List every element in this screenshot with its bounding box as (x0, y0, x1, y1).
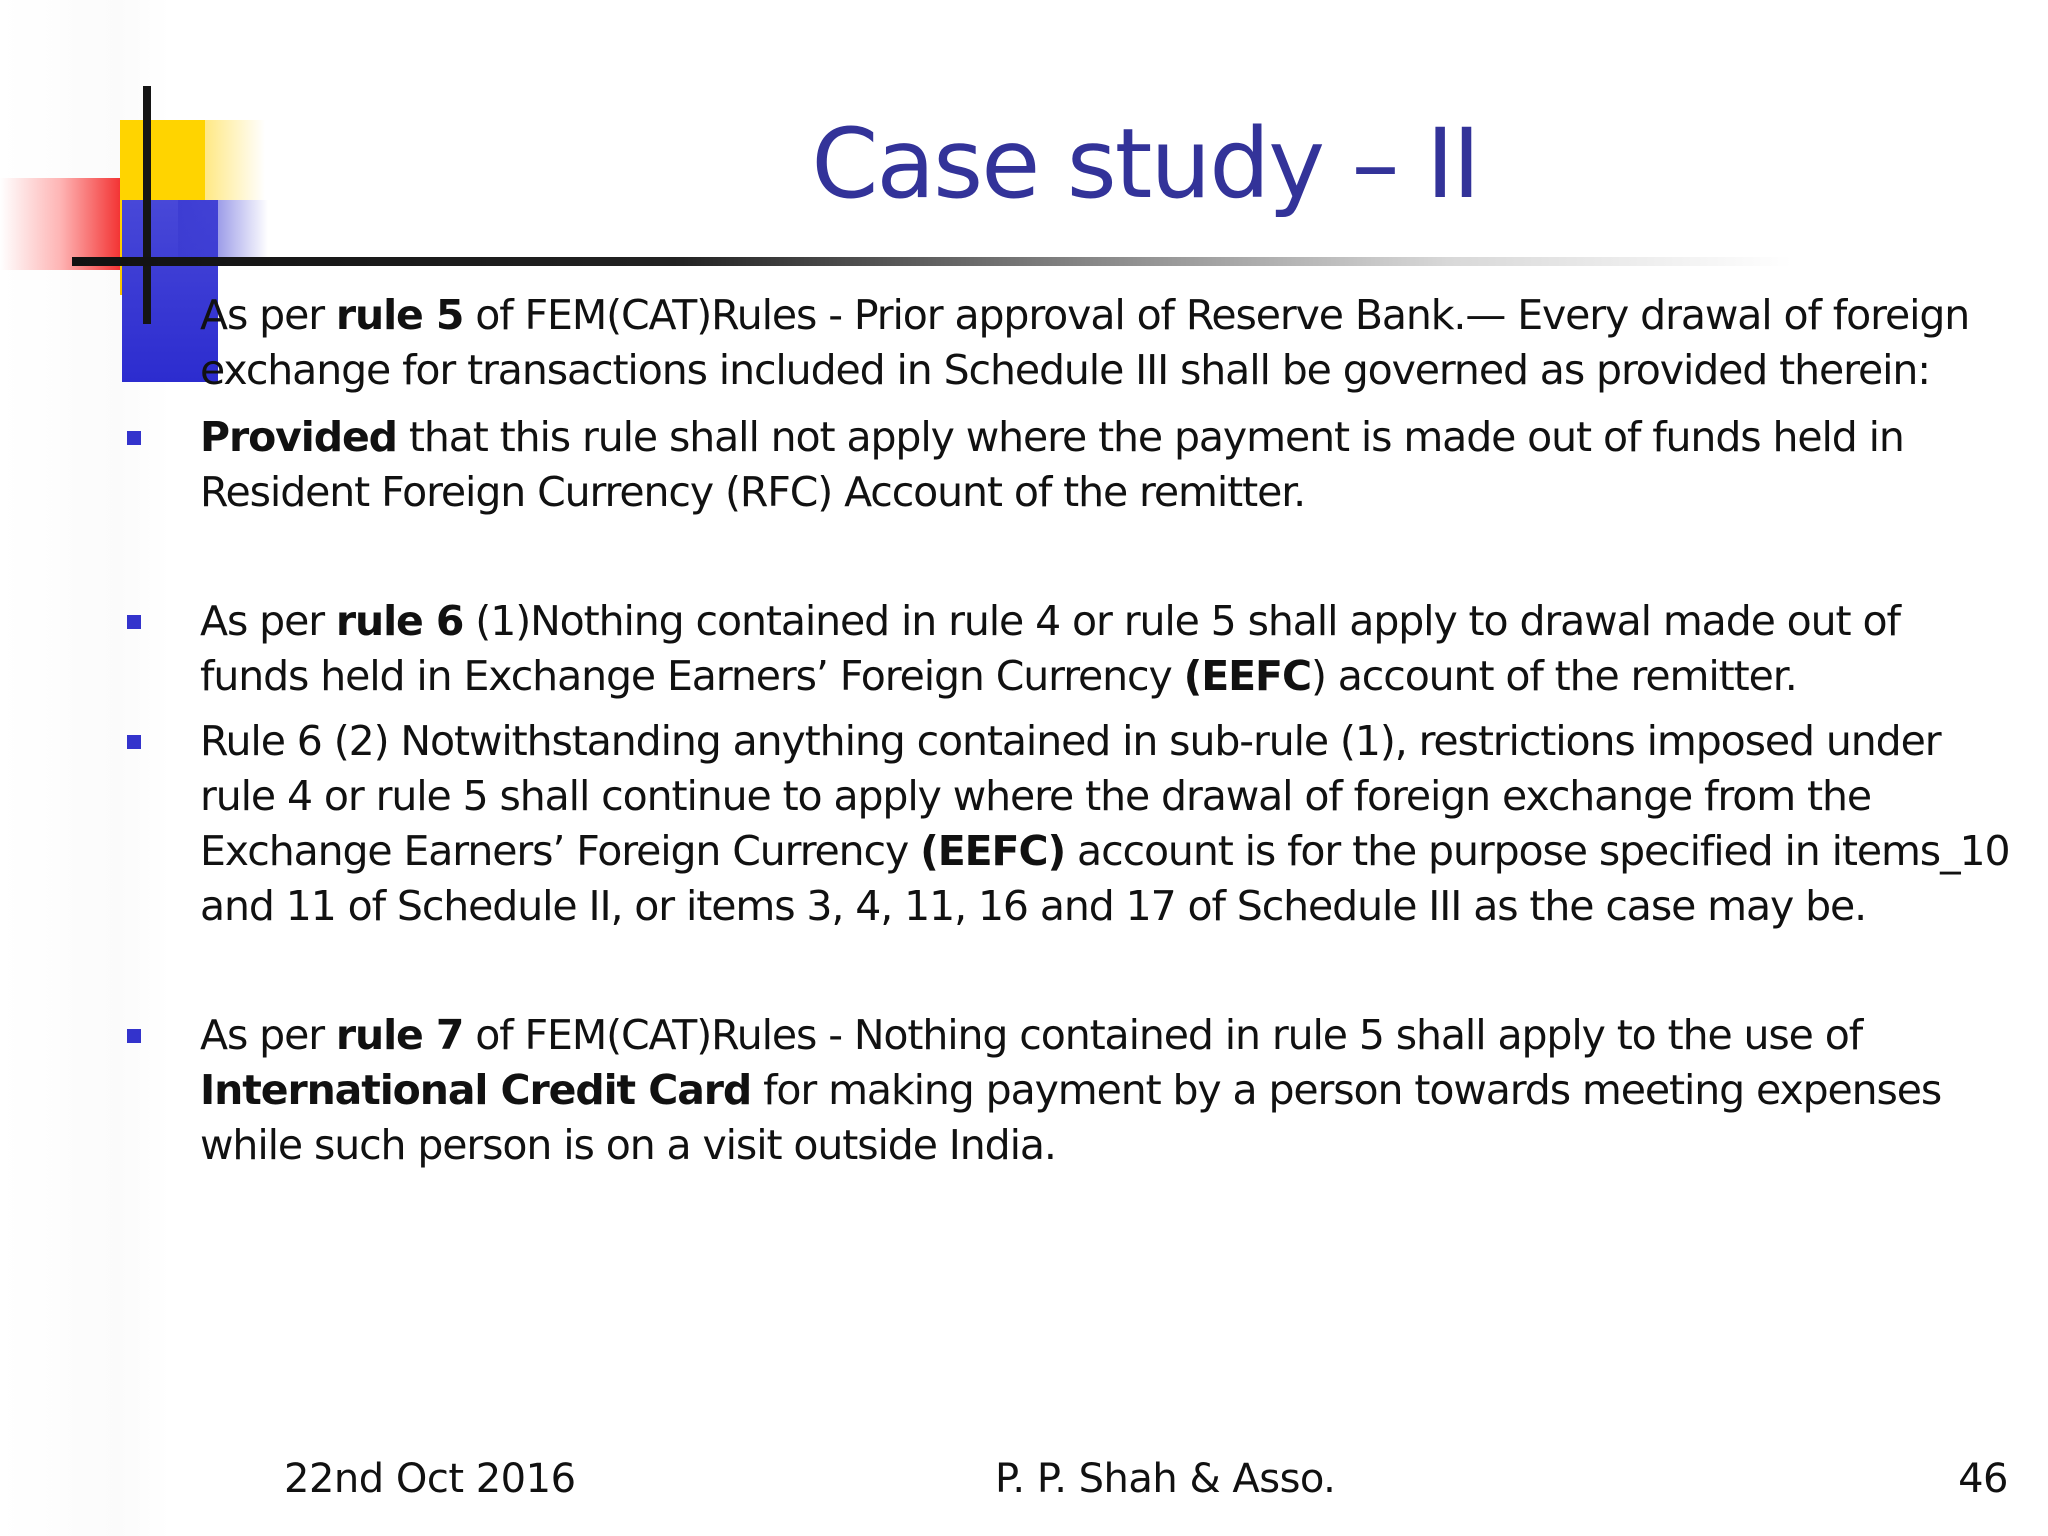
bullet-proviso (200, 410, 2010, 520)
slide-title: Case study – II (811, 108, 1479, 220)
bullet-text-bold-2: International Credit Card (200, 1066, 752, 1114)
bullet-square-icon (127, 735, 141, 749)
footer-date: 22nd Oct 2016 (284, 1456, 576, 1502)
logo-blue-fade (178, 200, 268, 260)
bullet-text-mid: (1)Nothing contained in rule 4 or rule 5 shall apply to drawal made out of funds held in Exchange Earners’ Foreign Currency (200, 597, 1900, 700)
footer-page-number: 46 (1958, 1456, 2008, 1502)
bullet-text-bold: (EEFC) (920, 827, 1066, 875)
bullet-text-bold: rule 5 (335, 291, 464, 339)
bullet-text-bold-2: (EEFC (1183, 652, 1311, 700)
bullet-text-mid: of FEM(CAT)Rules - Nothing contained in rule 5 shall apply to the use of (463, 1011, 1863, 1059)
bullet-text-pre: As per (200, 597, 336, 645)
logo-yellow-fade (205, 120, 265, 200)
bullet-text-post: of FEM(CAT)Rules - Prior approval of Reserve Bank.— Every drawal of foreign exchange for transactions included in Schedule III shall be governed as provided therein: (200, 291, 1970, 394)
logo-vertical-line (143, 86, 151, 324)
bullet-text-pre: As per (200, 1011, 336, 1059)
bullet-text-post: ) account of the remitter. (1310, 652, 1797, 700)
bullet-rule-7 (200, 1008, 2010, 1173)
bullet-text-post: that this rule shall not apply where the payment is made out of funds held in Resident Foreign Currency (RFC) Account of the remitter. (200, 413, 1904, 516)
bullet-text-bold: rule 7 (335, 1011, 464, 1059)
bullet-list (200, 288, 2010, 1173)
bullet-text-bold: rule 6 (335, 597, 464, 645)
bullet-square-icon (127, 615, 141, 629)
bullet-rule-6-2 (200, 714, 2010, 934)
bullet-text-pre: As per (200, 291, 336, 339)
bullet-rule-6-1 (200, 594, 2010, 704)
footer-firm: P. P. Shah & Asso. (995, 1456, 1336, 1502)
bullet-square-icon (127, 1029, 141, 1043)
bullet-rule-5 (200, 288, 2010, 398)
bullet-text-pre: Rule 6 (2) Notwithstanding anything contained in sub-rule (1), restrictions imposed under rule 4 or rule 5 shall continue to apply where the drawal of foreign exchange from the Exchange Earners’ Foreign Currency (200, 717, 1941, 875)
bullet-text-bold: Provided (200, 413, 397, 461)
title-underline (72, 257, 1792, 266)
bullet-text-post: account is for the purpose specified in items_10 and 11 of Schedule II, or items 3, 4, 11, 16 and 17 of Schedule III as the case may be. (200, 827, 2010, 930)
bullet-text-post: for making payment by a person towards meeting expenses while such person is on a visit outside India. (200, 1066, 1942, 1169)
bullet-square-icon (127, 431, 141, 445)
